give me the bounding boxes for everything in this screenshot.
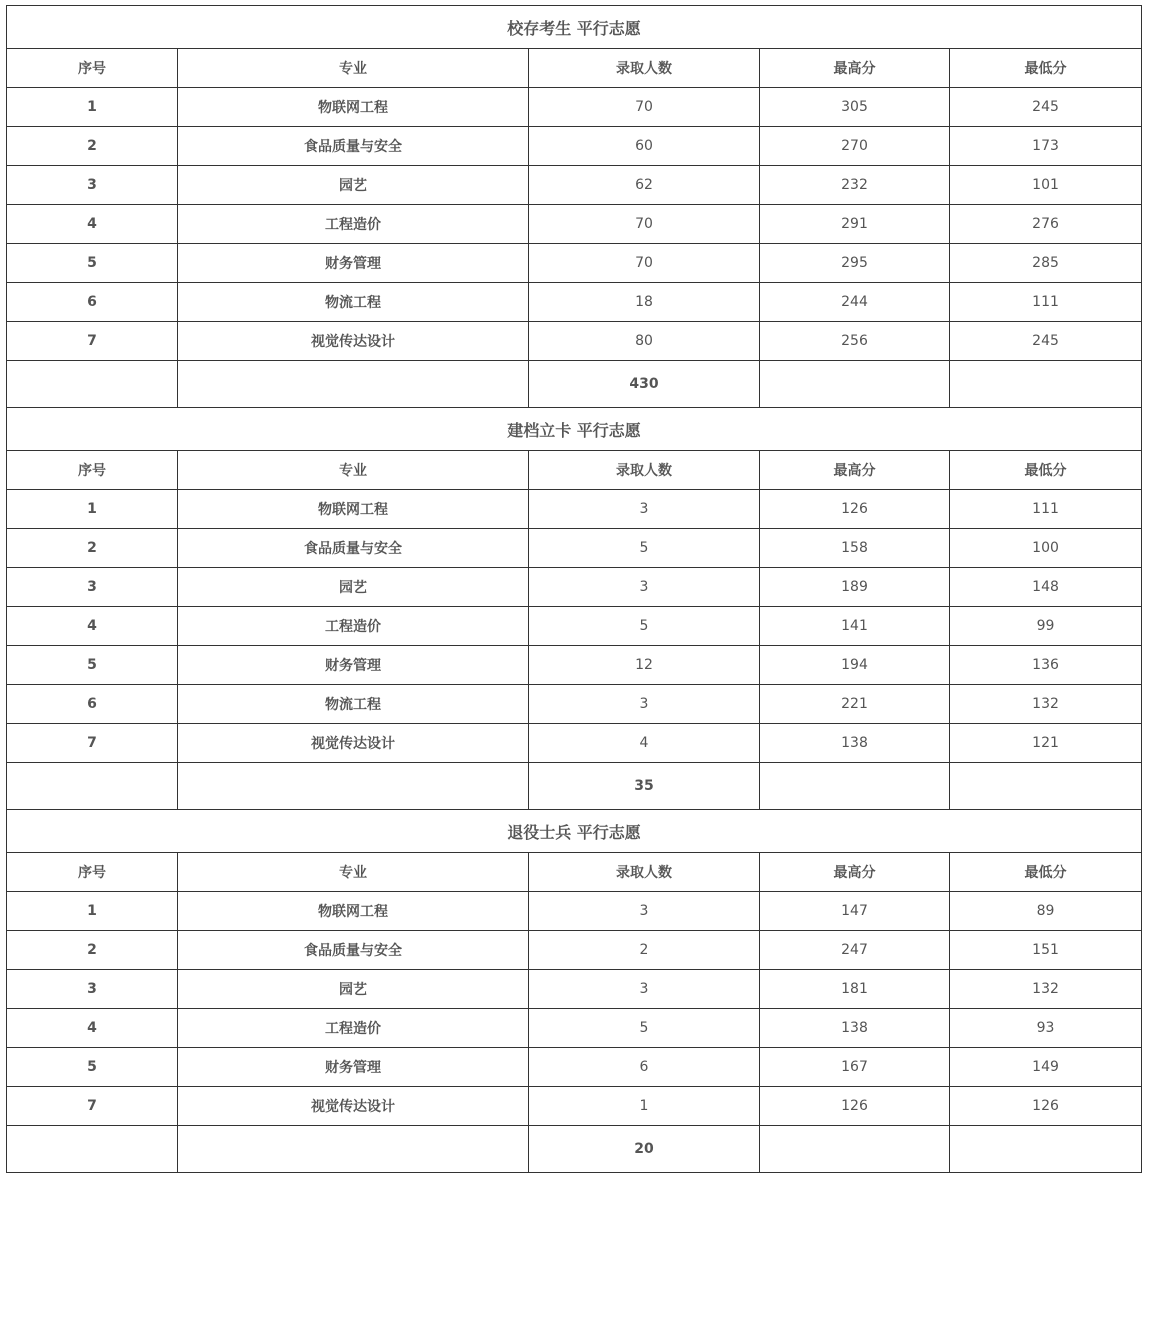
cell-min: 245 bbox=[950, 322, 1142, 361]
cell-no: 5 bbox=[7, 1048, 178, 1087]
cell-admitted: 62 bbox=[529, 166, 760, 205]
cell-min: 121 bbox=[950, 724, 1142, 763]
header-no: 序号 bbox=[7, 853, 178, 892]
cell-major: 工程造价 bbox=[178, 205, 529, 244]
cell-admitted: 3 bbox=[529, 568, 760, 607]
cell-no: 7 bbox=[7, 322, 178, 361]
table-row bbox=[7, 646, 1142, 685]
cell-major: 视觉传达设计 bbox=[178, 1087, 529, 1126]
cell-min: 111 bbox=[950, 490, 1142, 529]
cell-admitted: 70 bbox=[529, 88, 760, 127]
empty-cell bbox=[7, 763, 178, 810]
section-title-row bbox=[7, 810, 1142, 853]
cell-major: 财务管理 bbox=[178, 646, 529, 685]
table-row bbox=[7, 244, 1142, 283]
cell-max: 181 bbox=[760, 970, 950, 1009]
cell-admitted: 3 bbox=[529, 490, 760, 529]
cell-admitted: 5 bbox=[529, 607, 760, 646]
cell-no: 1 bbox=[7, 490, 178, 529]
cell-no: 2 bbox=[7, 529, 178, 568]
cell-no: 7 bbox=[7, 1087, 178, 1126]
cell-max: 138 bbox=[760, 1009, 950, 1048]
cell-admitted: 70 bbox=[529, 205, 760, 244]
cell-admitted: 3 bbox=[529, 970, 760, 1009]
cell-min: 101 bbox=[950, 166, 1142, 205]
header-max: 最高分 bbox=[760, 49, 950, 88]
header-row bbox=[7, 451, 1142, 490]
table-row bbox=[7, 283, 1142, 322]
cell-no: 5 bbox=[7, 646, 178, 685]
cell-min: 89 bbox=[950, 892, 1142, 931]
cell-max: 232 bbox=[760, 166, 950, 205]
cell-major: 工程造价 bbox=[178, 1009, 529, 1048]
cell-no: 3 bbox=[7, 166, 178, 205]
empty-cell bbox=[760, 361, 950, 408]
header-min: 最低分 bbox=[950, 451, 1142, 490]
cell-major: 财务管理 bbox=[178, 1048, 529, 1087]
cell-admitted: 6 bbox=[529, 1048, 760, 1087]
cell-admitted: 5 bbox=[529, 1009, 760, 1048]
cell-min: 151 bbox=[950, 931, 1142, 970]
cell-min: 99 bbox=[950, 607, 1142, 646]
empty-cell bbox=[178, 1126, 529, 1173]
table-row bbox=[7, 205, 1142, 244]
table-row bbox=[7, 166, 1142, 205]
cell-admitted: 5 bbox=[529, 529, 760, 568]
cell-min: 276 bbox=[950, 205, 1142, 244]
cell-major: 财务管理 bbox=[178, 244, 529, 283]
header-row bbox=[7, 49, 1142, 88]
cell-no: 1 bbox=[7, 88, 178, 127]
cell-major: 园艺 bbox=[178, 166, 529, 205]
header-max: 最高分 bbox=[760, 451, 950, 490]
cell-major: 食品质量与安全 bbox=[178, 529, 529, 568]
table-row bbox=[7, 1048, 1142, 1087]
cell-min: 132 bbox=[950, 685, 1142, 724]
empty-cell bbox=[7, 361, 178, 408]
cell-no: 4 bbox=[7, 205, 178, 244]
section-title: 建档立卡 平行志愿 bbox=[7, 408, 1142, 451]
cell-major: 园艺 bbox=[178, 970, 529, 1009]
cell-max: 147 bbox=[760, 892, 950, 931]
cell-min: 93 bbox=[950, 1009, 1142, 1048]
cell-major: 视觉传达设计 bbox=[178, 322, 529, 361]
cell-major: 工程造价 bbox=[178, 607, 529, 646]
cell-admitted: 3 bbox=[529, 685, 760, 724]
header-min: 最低分 bbox=[950, 49, 1142, 88]
cell-admitted: 2 bbox=[529, 931, 760, 970]
cell-no: 2 bbox=[7, 127, 178, 166]
cell-max: 295 bbox=[760, 244, 950, 283]
table-row bbox=[7, 724, 1142, 763]
cell-admitted: 12 bbox=[529, 646, 760, 685]
header-max: 最高分 bbox=[760, 853, 950, 892]
cell-min: 126 bbox=[950, 1087, 1142, 1126]
cell-major: 物联网工程 bbox=[178, 892, 529, 931]
header-row bbox=[7, 853, 1142, 892]
table-row bbox=[7, 1087, 1142, 1126]
cell-min: 100 bbox=[950, 529, 1142, 568]
cell-min: 245 bbox=[950, 88, 1142, 127]
empty-cell bbox=[760, 1126, 950, 1173]
total-row bbox=[7, 1126, 1142, 1173]
cell-no: 2 bbox=[7, 931, 178, 970]
table-row bbox=[7, 607, 1142, 646]
cell-no: 6 bbox=[7, 283, 178, 322]
cell-min: 132 bbox=[950, 970, 1142, 1009]
header-no: 序号 bbox=[7, 451, 178, 490]
empty-cell bbox=[950, 763, 1142, 810]
cell-min: 285 bbox=[950, 244, 1142, 283]
total-row bbox=[7, 763, 1142, 810]
empty-cell bbox=[178, 361, 529, 408]
table-row bbox=[7, 127, 1142, 166]
header-major: 专业 bbox=[178, 853, 529, 892]
empty-cell bbox=[950, 1126, 1142, 1173]
cell-max: 194 bbox=[760, 646, 950, 685]
cell-max: 270 bbox=[760, 127, 950, 166]
cell-min: 149 bbox=[950, 1048, 1142, 1087]
cell-max: 291 bbox=[760, 205, 950, 244]
header-admitted: 录取人数 bbox=[529, 451, 760, 490]
header-major: 专业 bbox=[178, 451, 529, 490]
admission-table bbox=[6, 5, 1142, 1173]
cell-max: 189 bbox=[760, 568, 950, 607]
cell-major: 视觉传达设计 bbox=[178, 724, 529, 763]
cell-max: 221 bbox=[760, 685, 950, 724]
cell-max: 126 bbox=[760, 1087, 950, 1126]
cell-max: 141 bbox=[760, 607, 950, 646]
cell-major: 园艺 bbox=[178, 568, 529, 607]
cell-no: 3 bbox=[7, 568, 178, 607]
cell-max: 167 bbox=[760, 1048, 950, 1087]
cell-major: 物流工程 bbox=[178, 283, 529, 322]
section-title: 退役士兵 平行志愿 bbox=[7, 810, 1142, 853]
cell-max: 247 bbox=[760, 931, 950, 970]
cell-major: 食品质量与安全 bbox=[178, 127, 529, 166]
empty-cell bbox=[950, 361, 1142, 408]
cell-major: 物联网工程 bbox=[178, 88, 529, 127]
cell-admitted: 18 bbox=[529, 283, 760, 322]
cell-no: 4 bbox=[7, 607, 178, 646]
total-admitted: 35 bbox=[529, 763, 760, 810]
table-row bbox=[7, 931, 1142, 970]
cell-admitted: 80 bbox=[529, 322, 760, 361]
cell-min: 148 bbox=[950, 568, 1142, 607]
cell-min: 173 bbox=[950, 127, 1142, 166]
cell-no: 1 bbox=[7, 892, 178, 931]
cell-no: 6 bbox=[7, 685, 178, 724]
cell-min: 136 bbox=[950, 646, 1142, 685]
cell-admitted: 1 bbox=[529, 1087, 760, 1126]
cell-no: 7 bbox=[7, 724, 178, 763]
table-row bbox=[7, 88, 1142, 127]
table-row bbox=[7, 568, 1142, 607]
table-row bbox=[7, 892, 1142, 931]
table-row bbox=[7, 970, 1142, 1009]
cell-admitted: 4 bbox=[529, 724, 760, 763]
cell-major: 物联网工程 bbox=[178, 490, 529, 529]
section-title: 校存考生 平行志愿 bbox=[7, 6, 1142, 49]
cell-admitted: 3 bbox=[529, 892, 760, 931]
cell-major: 物流工程 bbox=[178, 685, 529, 724]
cell-max: 138 bbox=[760, 724, 950, 763]
empty-cell bbox=[7, 1126, 178, 1173]
empty-cell bbox=[178, 763, 529, 810]
total-admitted: 430 bbox=[529, 361, 760, 408]
section-title-row bbox=[7, 6, 1142, 49]
table-row bbox=[7, 322, 1142, 361]
cell-max: 244 bbox=[760, 283, 950, 322]
cell-no: 5 bbox=[7, 244, 178, 283]
table-row bbox=[7, 685, 1142, 724]
total-admitted: 20 bbox=[529, 1126, 760, 1173]
header-admitted: 录取人数 bbox=[529, 853, 760, 892]
cell-max: 126 bbox=[760, 490, 950, 529]
table-row bbox=[7, 1009, 1142, 1048]
cell-no: 3 bbox=[7, 970, 178, 1009]
empty-cell bbox=[760, 763, 950, 810]
header-no: 序号 bbox=[7, 49, 178, 88]
cell-admitted: 70 bbox=[529, 244, 760, 283]
header-admitted: 录取人数 bbox=[529, 49, 760, 88]
cell-major: 食品质量与安全 bbox=[178, 931, 529, 970]
header-min: 最低分 bbox=[950, 853, 1142, 892]
table-row bbox=[7, 490, 1142, 529]
cell-min: 111 bbox=[950, 283, 1142, 322]
total-row bbox=[7, 361, 1142, 408]
cell-max: 305 bbox=[760, 88, 950, 127]
section-title-row bbox=[7, 408, 1142, 451]
cell-no: 4 bbox=[7, 1009, 178, 1048]
table-row bbox=[7, 529, 1142, 568]
cell-max: 256 bbox=[760, 322, 950, 361]
cell-max: 158 bbox=[760, 529, 950, 568]
cell-admitted: 60 bbox=[529, 127, 760, 166]
header-major: 专业 bbox=[178, 49, 529, 88]
